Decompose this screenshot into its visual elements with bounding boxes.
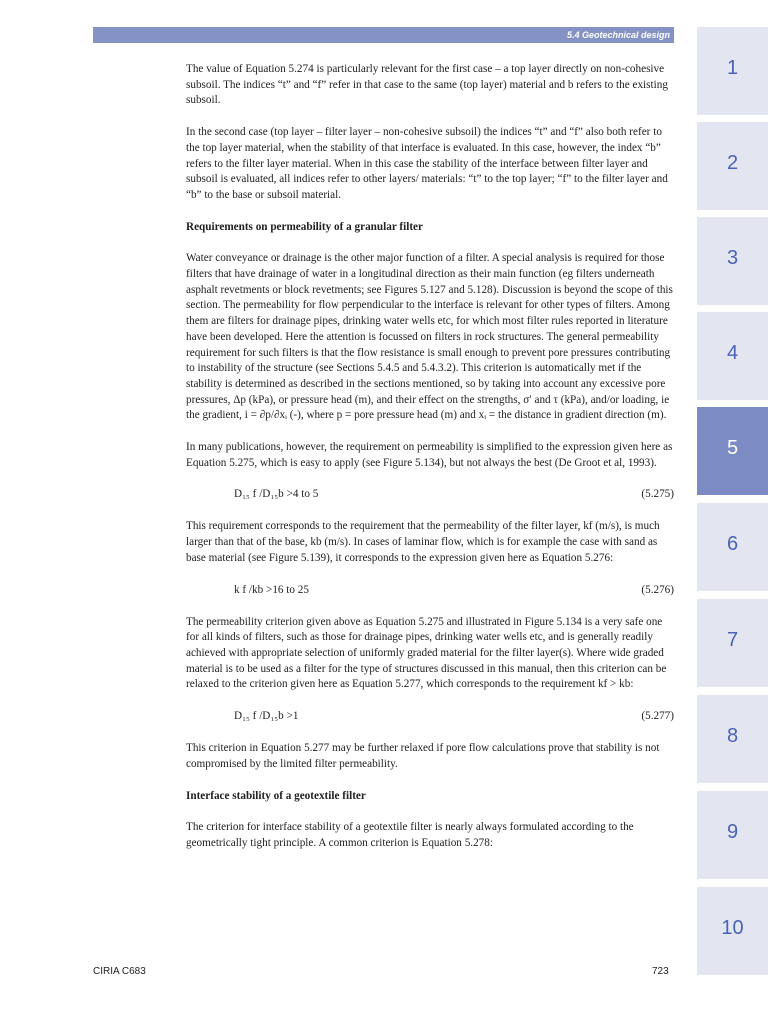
chapter-tab-label: 5: [726, 437, 739, 459]
heading-geotextile-interface-stability: Interface stability of a geotextile filter: [186, 789, 366, 802]
chapter-tab-9[interactable]: [697, 791, 768, 879]
equation-formula: D₁₅ f /D₁₅b >4 to 5: [234, 488, 319, 501]
section-header-bar: [93, 27, 674, 43]
chapter-tab-5[interactable]: [697, 407, 768, 495]
paragraph-2: In the second case (top layer – filter layer – non-cohesive subsoil) the indices “t” and “f” also both refer to the top layer material, when the stability of that interface is evaluated. In this case, however, the index “b” refers to the filter layer material. When in this case the stability of the interface between filter layer and subsoil is evaluated, all indices refer to other layers/ materials: “t” to the top layer; “f” to the filter layer and “b” to the base or subsoil material.: [186, 126, 668, 201]
chapter-tab-label: 10: [721, 917, 744, 939]
chapter-tab-7[interactable]: [697, 599, 768, 687]
paragraph-6: The permeability criterion given above as Equation 5.275 and illustrated in Figure 5.134 is a very safe one for all kinds of filters, such as those for drainage pipes, drinking water wells etc, and is generally readily achieved with appropriate selection of uniformly graded material for the filter layer(s). Where wide graded material is to be used as a filter for the type of structures discussed in this manual, then this criterion can be relaxed to the criterion given here as Equation 5.277, which corresponds to the requirement kf > kb:: [186, 615, 667, 691]
chapter-tab-3[interactable]: [697, 217, 768, 305]
paragraph-8: The criterion for interface stability of a geotextile filter is nearly always formulated according to the geometrically tight principle. A common criterion is Equation 5.278:: [186, 821, 634, 849]
section-title: 5.4 Geotechnical design: [566, 30, 670, 40]
equation-number: (5.276): [641, 583, 674, 596]
paragraph-7: This criterion in Equation 5.277 may be further relaxed if pore flow calculations prove that stability is not compromised by the limited filter permeability.: [186, 742, 660, 770]
chapter-tab-10[interactable]: [697, 887, 768, 975]
heading-granular-filter-permeability: Requirements on permeability of a granular filter: [186, 220, 423, 233]
chapter-tab-label: 3: [726, 247, 739, 269]
chapter-tab-8[interactable]: [697, 695, 768, 783]
paragraph-3: Water conveyance or drainage is the other major function of a filter. A special analysis is required for those filters that have drainage of water in a longitudinal direction as their main function (eg filters underneath asphalt revetments or block revetments; see Figures 5.127 and 5.128). Discussion is beyond the scope of this section. The permeability for flow perpendicular to the interface is relevant for other types of filters. Among them are filters for drainage pipes, drinking water wells etc, for which most filter rules reported in literature have been developed. Here the attention is focussed on filters in rock structures. The general permeability requirement for such filters is that the flow resistance is small enough to prevent pore pressures contributing to instability of the structure (see Sections 5.4.5 and 5.4.3.2). This criterion is automatically met if the stability is determined as described in the sections mentioned, so by taking into account any excessive pore pressures, Δp (kPa), or pressure head (m), and their effect on the strengths, σ′ and τ (kPa), and/or loading, ie the gradient, i = ∂p/∂xᵢ (-), where p = pore pressure head (m) and xᵢ = the distance in gradient direction (m).: [186, 252, 673, 422]
chapter-tab-label: 9: [726, 821, 739, 843]
equation-formula: k f /kb >16 to 25: [234, 583, 309, 596]
page-body: [186, 62, 676, 868]
equation-number: (5.275): [641, 488, 674, 501]
paragraph-4: In many publications, however, the requirement on permeability is simplified to the expression given here as Equation 5.275, which is easy to apply (see Figure 5.134), but not always the best (De Groot et al, 1993).: [186, 441, 673, 469]
equation-5-275: [186, 487, 676, 503]
footer-publication: CIRIA C683: [93, 966, 146, 977]
equation-number: (5.277): [641, 710, 674, 723]
paragraph-1: The value of Equation 5.274 is particularly relevant for the first case – a top layer directly on non-cohesive subsoil. The indices “t” and “f” refer in that case to the same (top layer) material and b refers to the existing subsoil.: [186, 63, 668, 107]
equation-5-276: [186, 583, 676, 599]
chapter-tab-label: 8: [726, 725, 739, 747]
chapter-tab-1[interactable]: [697, 27, 768, 115]
paragraph-5: This requirement corresponds to the requirement that the permeability of the filter layer, kf (m/s), is much larger than that of the base, kb (m/s). In cases of laminar flow, which is for example the case with sand as base material (see Figure 5.139), it corresponds to the expression given here as Equation 5.276:: [186, 520, 660, 564]
equation-formula: D₁₅ f /D₁₅b >1: [234, 710, 299, 723]
chapter-tab-label: 6: [726, 533, 739, 555]
chapter-tab-label: 2: [726, 152, 739, 174]
chapter-tab-label: 7: [726, 629, 739, 651]
chapter-tab-label: 4: [726, 342, 739, 364]
chapter-tab-6[interactable]: [697, 503, 768, 591]
chapter-tab-label: 1: [726, 57, 739, 79]
chapter-tab-4[interactable]: [697, 312, 768, 400]
chapter-tab-2[interactable]: [697, 122, 768, 210]
footer-page-number: 723: [652, 966, 669, 977]
equation-5-277: [186, 709, 676, 725]
